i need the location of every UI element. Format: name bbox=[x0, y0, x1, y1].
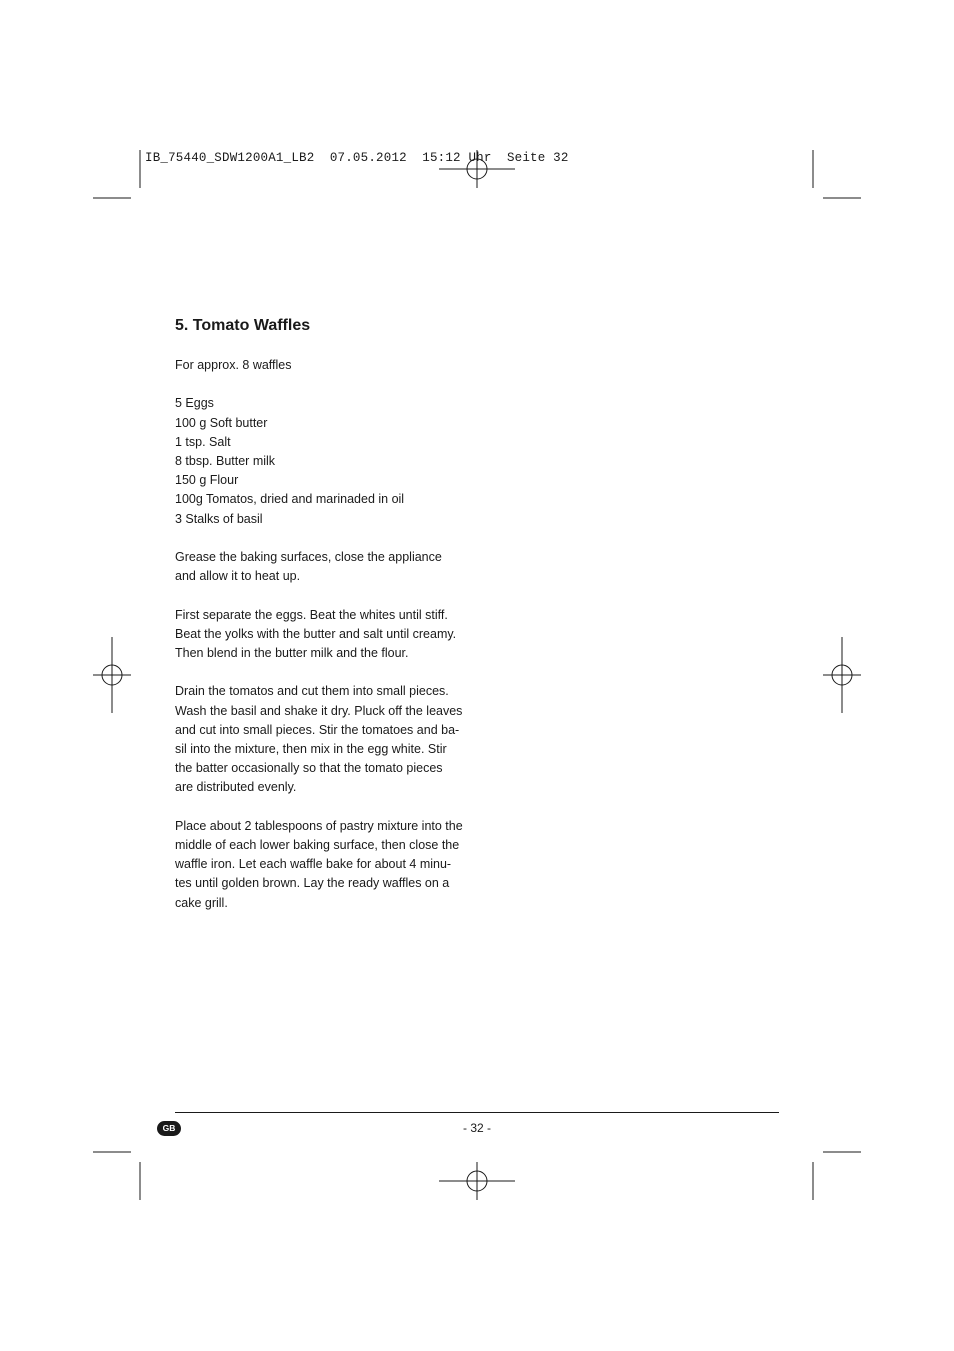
ingredient-item: 150 g Flour bbox=[175, 473, 239, 488]
text-line: Grease the baking surfaces, close the appliance bbox=[175, 550, 442, 564]
servings-line bbox=[175, 356, 475, 375]
ingredient-item: 1 tsp. Salt bbox=[175, 434, 231, 449]
text-line: Place about 2 tablespoons of pastry mixture into the bbox=[175, 818, 463, 833]
text-line: tes until golden brown. Lay the ready waffles on a bbox=[175, 876, 450, 891]
text-line: and cut into small pieces. Stir the tomatoes and ba- bbox=[175, 722, 460, 737]
text-line: Then blend in the butter milk and the flour. bbox=[175, 646, 409, 660]
ingredient-list bbox=[175, 394, 475, 528]
section-heading: 5. Tomato Waffles bbox=[175, 317, 311, 334]
page-number: - 32 - bbox=[462, 1121, 491, 1135]
instruction-step-4 bbox=[175, 817, 475, 913]
instruction-step-1 bbox=[175, 548, 475, 586]
ingredient-item: 5 Eggs bbox=[175, 396, 214, 411]
registration-target-bottom bbox=[439, 1162, 515, 1200]
recipe-section bbox=[175, 316, 475, 932]
text-line: middle of each lower baking surface, then close the bbox=[175, 838, 460, 852]
ingredient-item: 100 g Soft butter bbox=[175, 415, 268, 430]
ingredient-item: 100g Tomatos, dried and marinaded in oil bbox=[175, 492, 405, 507]
registration-target-right bbox=[823, 637, 861, 713]
text-line: Beat the yolks with the butter and salt until creamy. bbox=[175, 626, 457, 641]
registration-target-left bbox=[93, 637, 131, 713]
servings-text: For approx. 8 waffles bbox=[175, 358, 292, 372]
text-line: Drain the tomatos and cut them into small pieces. bbox=[175, 684, 449, 699]
language-badge: GB bbox=[157, 1121, 181, 1136]
ingredient-item: 3 Stalks of basil bbox=[175, 511, 263, 526]
ingredient-item: 8 tbsp. Butter milk bbox=[175, 454, 276, 468]
text-line: sil into the mixture, then mix in the egg white. Stir bbox=[175, 742, 447, 756]
text-line: the batter occasionally so that the tomato pieces bbox=[175, 761, 443, 776]
print-slug: IB_75440_SDW1200A1_LB2 07.05.2012 15:12 Uhr Seite 32 bbox=[145, 151, 569, 165]
text-line: are distributed evenly. bbox=[175, 780, 297, 795]
footer-divider bbox=[175, 1112, 779, 1113]
instruction-step-2 bbox=[175, 606, 475, 664]
text-line: waffle iron. Let each waffle bake for about 4 minu- bbox=[175, 857, 452, 872]
text-line: and allow it to heat up. bbox=[175, 569, 301, 584]
text-line: cake grill. bbox=[175, 895, 228, 910]
text-line: First separate the eggs. Beat the whites until stiff. bbox=[175, 607, 448, 622]
instruction-step-3 bbox=[175, 682, 475, 797]
text-line: Wash the basil and shake it dry. Pluck off the leaves bbox=[175, 703, 463, 718]
